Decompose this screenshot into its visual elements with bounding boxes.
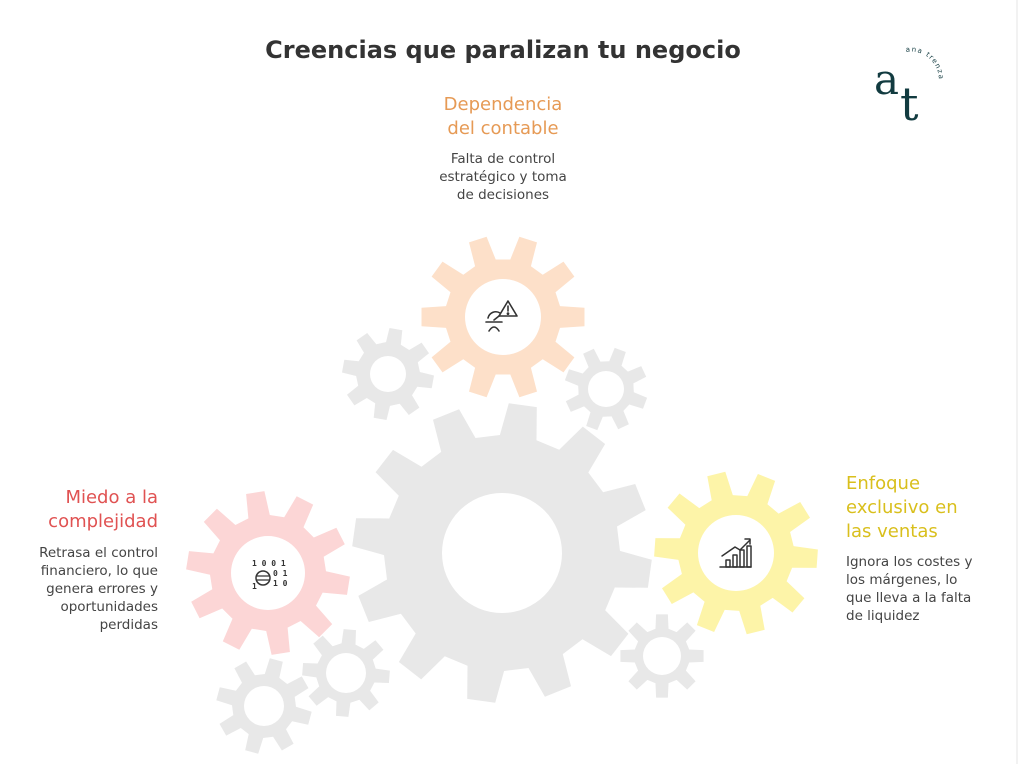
small-gear-icon bbox=[565, 348, 647, 430]
heading-line: Miedo a la bbox=[65, 487, 158, 508]
description-line: los márgenes, lo bbox=[846, 572, 958, 588]
heading-line: exclusivo en bbox=[846, 497, 958, 518]
description-line: Retrasa el control bbox=[39, 545, 158, 561]
description-line: financiero, lo que bbox=[40, 563, 158, 579]
description-line: estratégico y toma bbox=[439, 169, 567, 185]
description-line: genera errores y bbox=[46, 581, 158, 597]
heading-line: las ventas bbox=[846, 521, 938, 542]
description-line: Falta de control bbox=[450, 151, 556, 167]
description-enfoque bbox=[846, 553, 996, 625]
heading-line: Enfoque bbox=[846, 473, 921, 494]
central-gear-icon bbox=[352, 403, 652, 703]
logo-letter-a: a bbox=[874, 55, 900, 104]
description-miedo bbox=[10, 544, 158, 634]
small-gear-icon bbox=[216, 658, 311, 753]
heading-line: complejidad bbox=[48, 511, 158, 532]
description-line: oportunidades bbox=[60, 599, 158, 615]
orange-gear-icon bbox=[422, 237, 585, 398]
small-gear-icon bbox=[302, 629, 390, 717]
heading-line: del contable bbox=[447, 118, 559, 139]
logo-letter-t: t bbox=[900, 77, 919, 131]
small-gear-icon bbox=[620, 614, 703, 697]
binary-row-3: 1 0 bbox=[273, 579, 288, 588]
small-gear-icon bbox=[342, 328, 434, 420]
warning-gauge-icon bbox=[486, 301, 517, 331]
heading-line: Dependencia bbox=[443, 94, 563, 115]
description-line: de liquidez bbox=[846, 608, 920, 624]
growth-chart-icon bbox=[720, 539, 751, 567]
description-dependencia bbox=[413, 150, 593, 204]
binary-row-2: 0 1 bbox=[273, 569, 288, 578]
logo-brand-text: ana trenza bbox=[905, 45, 946, 81]
page-title: Creencias que paralizan tu negocio bbox=[265, 36, 741, 64]
description-line: Ignora los costes y bbox=[846, 554, 973, 570]
yellow-gear-icon bbox=[654, 472, 818, 635]
binary-data-icon bbox=[252, 559, 288, 591]
binary-row-1: 1 0 0 1 bbox=[252, 559, 286, 568]
heading-dependencia bbox=[403, 93, 603, 141]
heading-miedo bbox=[18, 486, 158, 534]
description-line: que lleva a la falta bbox=[846, 590, 972, 606]
description-line: de decisiones bbox=[456, 187, 550, 203]
svg-text:1: 1 bbox=[252, 582, 257, 591]
heading-enfoque bbox=[846, 472, 996, 544]
description-line: perdidas bbox=[99, 617, 158, 633]
